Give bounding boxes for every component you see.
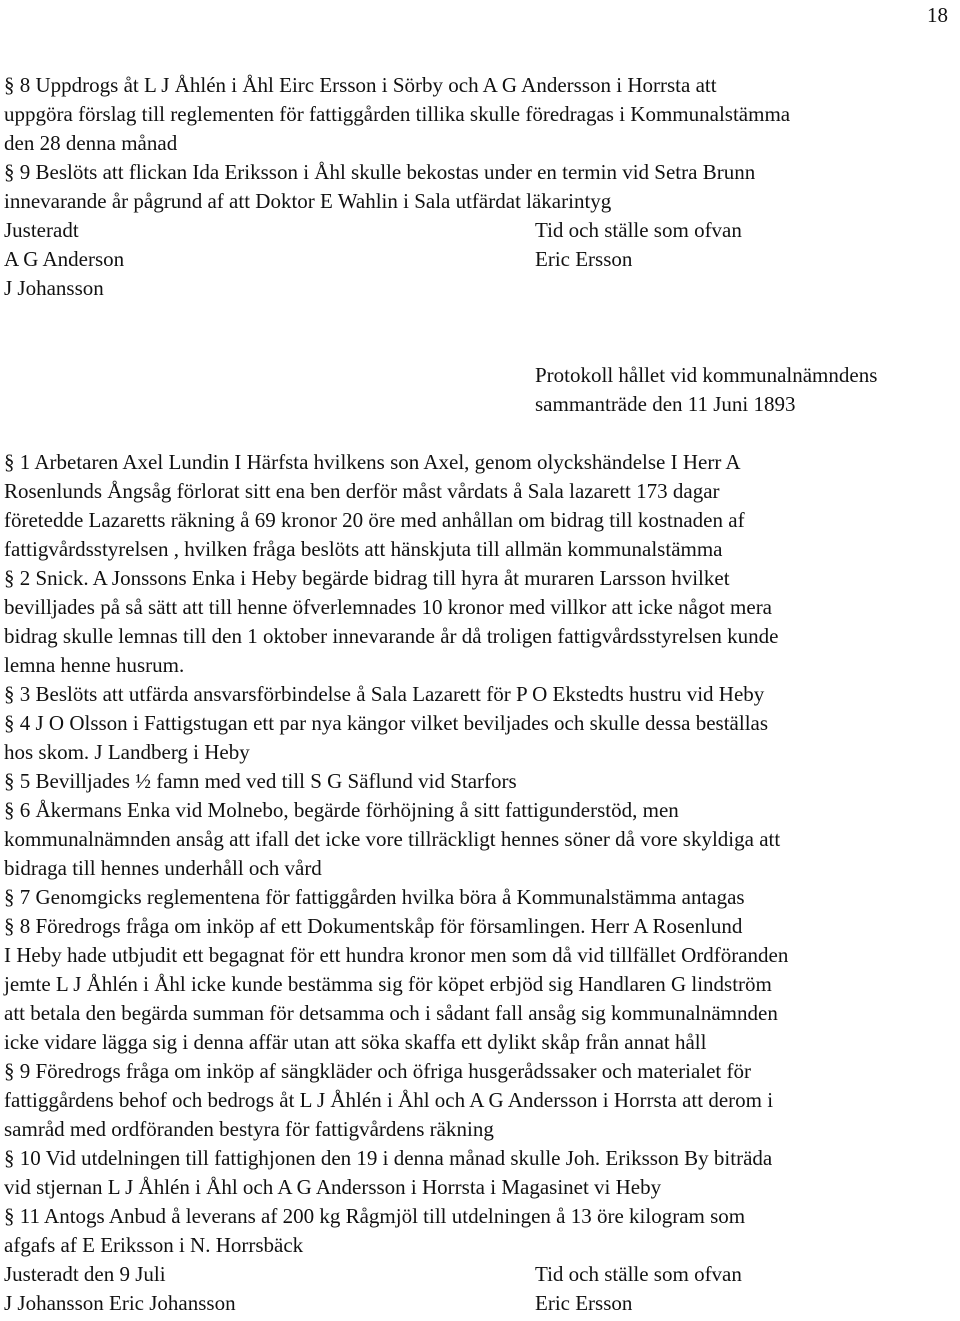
signature-left: J Johansson Eric Johansson: [4, 1291, 236, 1315]
minutes-item-7: [4, 883, 954, 912]
text-line: kommunalnämnden ansåg att ifall det icke vore tillräckligt hennes söner då vore skyldiga att: [4, 827, 781, 851]
text-line: den 28 denna månad: [4, 131, 178, 155]
text-line: bidraga till hennes underhåll och vård: [4, 856, 322, 880]
signature-row: [4, 245, 954, 274]
text-line: bidrag skulle lemnas till den 1 oktober innevarande år då troligen fattigvårdsstyrelsen kunde: [4, 624, 779, 648]
text-line: innevarande år pågrund af att Doktor E Wahlin i Sala utfärdat läkarintyg: [4, 189, 612, 213]
text-line: att betala den begärda summan för detsamma och i sådant fall ansåg sig kommunalnämnden: [4, 1001, 778, 1025]
text-line: afgafs af E Eriksson i N. Horrsbäck: [4, 1233, 304, 1257]
text-line: Rosenlunds Ångsåg förlorat sitt ena ben derför måst vårdats å Sala lazarett 173 dagar: [4, 479, 720, 503]
minutes-item-8: [4, 912, 954, 1057]
text-line: § 9 Föredrogs fråga om inköp af sängkläder och öfriga husgerådssaker och materialet för: [4, 1059, 751, 1083]
signature-left: J Johansson: [4, 276, 104, 300]
signature-row: [4, 216, 954, 245]
text-line: vid stjernan L J Åhlén i Åhl och A G Andersson i Horrsta i Magasinet vi Heby: [4, 1175, 662, 1199]
prev-minutes: [4, 71, 954, 303]
text-line: § 5 Bevilljades ½ famn med ved till S G Säflund vid Starfors: [4, 769, 517, 793]
text-line: § 9 Beslöts att flickan Ida Eriksson i Åhl skulle bekostas under en termin vid Setra Brunn: [4, 160, 756, 184]
text-line: § 4 J O Olsson i Fattigstugan ett par nya kängor vilket beviljades och skulle dessa beställas: [4, 711, 769, 735]
signature-left: Justeradt: [4, 218, 79, 242]
minutes-item-6: [4, 796, 954, 883]
minutes-item-1: [4, 448, 954, 564]
text-line: samråd med ordföranden bestyra för fattigvårdens räkning: [4, 1117, 494, 1141]
text-line: § 8 Uppdrogs åt L J Åhlén i Åhl Eirc Ersson i Sörby och A G Andersson i Horrsta att: [4, 73, 717, 97]
signature-left: A G Anderson: [4, 247, 125, 271]
signature-left: Justeradt den 9 Juli: [4, 1262, 166, 1286]
minutes-item-4: [4, 709, 954, 767]
text-line: icke vidare lägga sig i denna affär utan att söka skaffa ett dylikt skåp från annat håll: [4, 1030, 707, 1054]
signature-right: Eric Ersson: [535, 1291, 633, 1315]
text-line: § 11 Antogs Anbud å leverans af 200 kg Rågmjöl till utdelningen å 13 öre kilogram som: [4, 1204, 746, 1228]
text-line: fattiggårdens behof och bedrogs åt L J Åhlén i Åhl och A G Andersson i Horrsta att derom i: [4, 1088, 774, 1112]
signature-row: [4, 1260, 954, 1289]
text-line: I Heby hade utbjudit ett begagnat för ett hundra kronor men som då vid tillfället Ordföranden: [4, 943, 789, 967]
text-line: hos skom. J Landberg i Heby: [4, 740, 250, 764]
heading-line-1: Protokoll hållet vid kommunalnämndens: [535, 363, 878, 387]
heading-line-2: sammanträde den 11 Juni 1893: [535, 392, 796, 416]
text-line: § 7 Genomgicks reglementena för fattiggården hvilka böra å Kommunalstämma antagas: [4, 885, 745, 909]
text-line: § 2 Snick. A Jonssons Enka i Heby begärde bidrag till hyra åt muraren Larsson hvilket: [4, 566, 730, 590]
text-line: § 6 Åkermans Enka vid Molnebo, begärde förhöjning å sitt fattigunderstöd, men: [4, 798, 679, 822]
text-line: lemna henne husrum.: [4, 653, 185, 677]
signature-row: [4, 1289, 954, 1318]
minutes-heading: [535, 361, 954, 419]
signature-right: [535, 274, 954, 303]
prev-item-9: [4, 158, 954, 216]
text-line: § 1 Arbetaren Axel Lundin I Härfsta hvilkens son Axel, genom olyckshändelse I Herr A: [4, 450, 741, 474]
prev-item-8: [4, 71, 954, 158]
signature-right: Eric Ersson: [535, 247, 633, 271]
minutes-item-2: [4, 564, 954, 680]
minutes-item-10: [4, 1144, 954, 1202]
minutes-item-9: [4, 1057, 954, 1144]
text-line: bevilljades på så sätt att till henne öfverlemnades 10 kronor med villkor att icke något mera: [4, 595, 773, 619]
text-line: uppgöra förslag till reglementen för fattiggården tillika skulle föredragas i Kommunalstämma: [4, 102, 791, 126]
document-body: [4, 71, 954, 1318]
minutes-item-3: [4, 680, 954, 709]
text-line: fattigvårdsstyrelsen , hvilken fråga beslöts att hänskjuta till allmän kommunalstämma: [4, 537, 723, 561]
text-line: § 3 Beslöts att utfärda ansvarsförbindelse å Sala Lazarett för P O Ekstedts hustru vid Heby: [4, 682, 765, 706]
minutes-item-11: [4, 1202, 954, 1260]
signature-right: Tid och ställe som ofvan: [535, 1262, 742, 1286]
signature-right: Tid och ställe som ofvan: [535, 218, 742, 242]
minutes-item-5: [4, 767, 954, 796]
signature-row: [4, 274, 954, 303]
text-line: § 8 Föredrogs fråga om inköp af ett Dokumentskåp för församlingen. Herr A Rosenlund: [4, 914, 743, 938]
minutes-items: [4, 448, 954, 1318]
text-line: § 10 Vid utdelningen till fattighjonen den 19 i denna månad skulle Joh. Eriksson By biträda: [4, 1146, 773, 1170]
text-line: företedde Lazaretts räkning å 69 kronor 20 öre med anhållan om bidrag till kostnaden af: [4, 508, 745, 532]
page-number: 18: [927, 3, 948, 27]
text-line: jemte L J Åhlén i Åhl icke kunde bestämma sig för köpet erbjöd sig Handlaren G lindström: [4, 972, 772, 996]
